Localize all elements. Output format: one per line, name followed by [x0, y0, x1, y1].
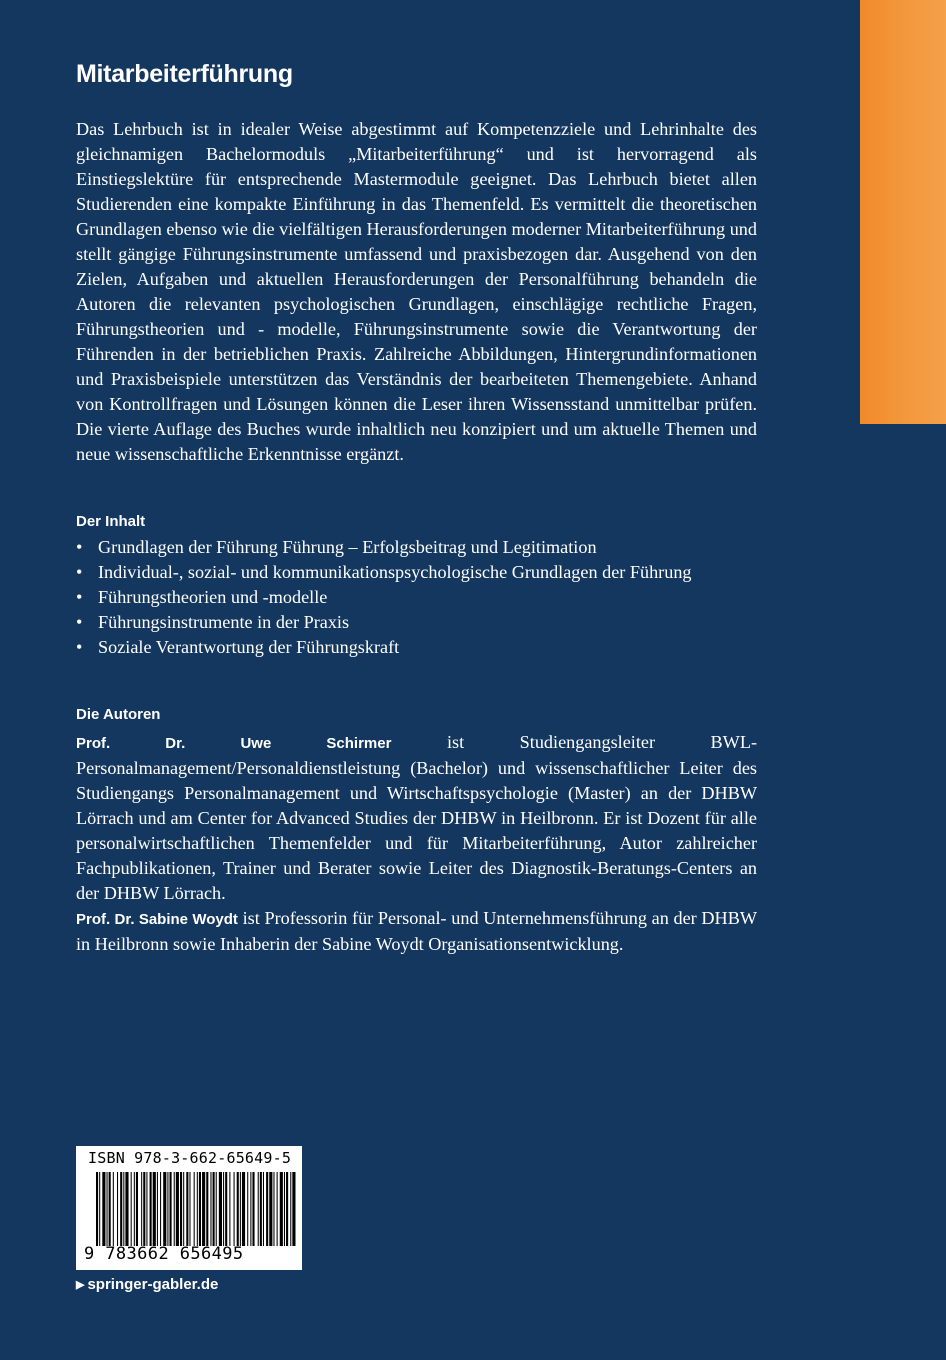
list-item: • Führungsinstrumente in der Praxis — [76, 610, 757, 635]
barcode-bar — [277, 1172, 278, 1246]
bullet-icon: • — [76, 612, 83, 632]
barcode-bar — [290, 1172, 291, 1246]
barcode-bar — [113, 1172, 114, 1246]
barcode-bar — [210, 1172, 211, 1246]
barcode-bar — [234, 1172, 235, 1246]
barcode-bar — [284, 1172, 285, 1246]
barcode-bar — [176, 1172, 179, 1246]
barcode-bar — [170, 1172, 172, 1246]
barcode-bar — [197, 1172, 198, 1246]
barcode-bar — [186, 1172, 188, 1246]
book-title: Mitarbeiterführung — [76, 60, 293, 88]
barcode-digits: 9 783662 656495 — [84, 1244, 244, 1264]
author1-bio: ist Studiengangsleiter BWL-Personalmanagement/Personaldienstleistung (Bachelor) und wissenschaftlicher Leiter des Studiengangs Personalmanagement und Wirtschaftspsychologie (Master) an der DHBW Lörrach und am Center for Advanced Studies der DHBW in Heilbronn. Er ist Dozent für alle personalwirtschaftlichen Themenfelder und für Mitarbeiterführung, Autor zahlreicher Fachpublikationen, Trainer und Berater sowie Leiter des Diagnostik-Beratungs-Centers an der DHBW Lörrach. — [76, 732, 757, 903]
isbn-number: ISBN 978-3-662-65649-5 — [88, 1149, 292, 1167]
barcode-bar — [125, 1172, 128, 1246]
barcode-bar — [123, 1172, 124, 1246]
barcode-bar — [107, 1172, 108, 1246]
book-description: Das Lehrbuch ist in idealer Weise abgestimmt auf Kompetenzziele und Lehrinhalte des gleichnamigen Bachelormoduls „Mitarbeiterführung“ und ist hervorragend als Einstiegslektüre für entsprechende Mastermodule geeignet. Das Lehrbuch bietet allen Studierenden eine kompakte Einführung in das Themenfeld. Es vermittelt die theoretischen Grundlagen ebenso wie die vielfältigen Herausforderungen moderner Mitarbeiterführung und stellt gängige Führungsinstrumente umfassend und praxisbezogen dar. Ausgehend von den Zielen, Aufgaben und aktuellen Herausforderungen der Personalführung behandeln die Autoren die relevanten psychologischen Grundlagen, einschlägige rechtliche Fragen, Führungstheorien und - modelle, Führungsinstrumente sowie die Verantwortung der Führenden in der betrieblichen Praxis. Zahlreiche Abbildungen, Hintergrundinformationen und Praxisbeispiele unterstützen das Verständnis der bearbeiteten Themengebiete. Anhand von Kontrollfragen und Lösungen können die Leser ihren Wissensstand unmittelbar prüfen. Die vierte Auflage des Buches wurde inhaltlich neu konzipiert und um aktuelle Themen und neue wissenschaftliche Erkenntnisse ergänzt. — [76, 119, 757, 464]
contents-list — [76, 535, 757, 660]
author2-name: Prof. Dr. Sabine Woydt — [76, 911, 238, 928]
authors-text — [76, 730, 757, 957]
list-item: • Führungstheorien und -modelle — [76, 585, 757, 610]
barcode-bars — [96, 1172, 296, 1246]
barcode-bar — [167, 1172, 168, 1246]
barcode-bar — [242, 1172, 245, 1246]
authors-heading: Die Autoren — [76, 706, 161, 723]
barcode-bar — [194, 1172, 195, 1246]
barcode-bar — [136, 1172, 138, 1246]
barcode-bar — [183, 1172, 184, 1246]
barcode-bar — [102, 1172, 105, 1246]
barcode-bar — [131, 1172, 132, 1246]
barcode-bar — [141, 1172, 142, 1246]
barcode-bar — [280, 1172, 283, 1246]
barcode-bar — [237, 1172, 239, 1246]
barcode-bar — [143, 1172, 145, 1246]
barcode-bar — [120, 1172, 122, 1246]
barcode-bar — [292, 1172, 295, 1246]
barcode-bar — [252, 1172, 254, 1246]
barcode-bar — [163, 1172, 166, 1246]
barcode-bar — [180, 1172, 182, 1246]
barcode-bar — [286, 1172, 288, 1246]
barcode-bar — [250, 1172, 251, 1246]
barcode-bar — [263, 1172, 264, 1246]
barcode-bar — [247, 1172, 248, 1246]
arrow-right-icon: ▶ — [76, 1279, 85, 1291]
barcode-bar — [206, 1172, 208, 1246]
barcode-bar — [153, 1172, 156, 1246]
list-item: • Individual-, sozial- und kommunikationspsychologische Grundlagen der Führung — [76, 560, 757, 585]
list-item: • Grundlagen der Führung Führung – Erfolgsbeitrag und Legitimation — [76, 535, 757, 560]
barcode-bar — [269, 1172, 272, 1246]
barcode-bar — [174, 1172, 175, 1246]
list-item: • Soziale Verantwortung der Führungskraft — [76, 635, 757, 660]
bullet-icon: • — [76, 537, 83, 557]
barcode-bar — [99, 1172, 100, 1246]
barcode-bar — [189, 1172, 190, 1246]
barcode-bar — [216, 1172, 217, 1246]
bullet-icon: • — [76, 587, 83, 607]
barcode-bar — [157, 1172, 158, 1246]
barcode-bar — [258, 1172, 259, 1246]
author1-name: Prof. Dr. Uwe Schirmer — [76, 735, 392, 752]
author2-bio: ist Professorin für Personal- und Unternehmensführung an der DHBW in Heilbronn sowie Inhaberin der Sabine Woydt Organisationsentwicklung. — [76, 908, 757, 954]
bullet-icon: • — [76, 562, 83, 582]
barcode-bar — [160, 1172, 161, 1246]
barcode-bar — [134, 1172, 135, 1246]
barcode-bar — [213, 1172, 215, 1246]
isbn-barcode — [76, 1146, 302, 1270]
barcode-bar — [219, 1172, 222, 1246]
contents-heading: Der Inhalt — [76, 513, 146, 530]
barcode-bar — [223, 1172, 224, 1246]
barcode-bar — [109, 1172, 111, 1246]
barcode-bar — [117, 1172, 118, 1246]
barcode-bar — [202, 1172, 205, 1246]
barcode-bar — [260, 1172, 262, 1246]
barcode-bar — [273, 1172, 274, 1246]
barcode-bar — [96, 1172, 98, 1246]
website-label: springer-gabler.de — [87, 1276, 219, 1293]
bullet-icon: • — [76, 637, 83, 657]
orange-accent-bar — [860, 0, 946, 424]
barcode-bar — [150, 1172, 152, 1246]
barcode-bar — [266, 1172, 268, 1246]
barcode-bar — [229, 1172, 230, 1246]
barcode-bar — [225, 1172, 227, 1246]
barcode-bar — [199, 1172, 201, 1246]
barcode-bar — [240, 1172, 241, 1246]
barcode-bar — [146, 1172, 147, 1246]
publisher-website[interactable] — [76, 1276, 218, 1293]
